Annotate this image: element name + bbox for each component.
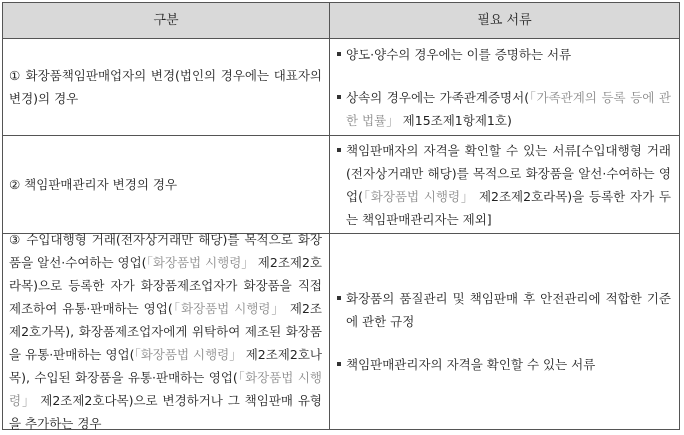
law-reference: 「화장품법 시행령」 bbox=[134, 347, 242, 362]
category-text: ③ 수입대행형 거래(전자상거래만 해당)를 목적으로 화장품을 알선·수여하는 영업(「화장품법 시행령」 제2조제2호라목)으로 등록한 자가 화장품제조업자가 화장품을 직접 제조하여 유통·판매하는 영업(「화장품법 시행령」 제2조제2호가목), 화장품제조업자에게 위탁하여 제조된 화장품을 유통·판매하는 영업(「화장품법 시행령」 제2조제2호나목), 수입된 화장품을 유통·판매하는 영업(「화장품법 시행령」 제2조제2호다목)으로 변경하거나 그 책임판매 유형을 추가하는 경우 bbox=[9, 232, 323, 431]
document-item: 책임판매자의 자격을 확인할 수 있는 서류[수입대행형 거래(전자상거래만 해당)를 목적으로 화장품을 알선·수여하는 영업(「화장품법 시행령」 제2조제2호라목)을 등록한 자가 두는 책임판매관리자는 제외] bbox=[336, 139, 671, 231]
law-reference: 「화장품법 시행령」 bbox=[9, 370, 322, 408]
category-text: ① 화장품책임판매업자의 변경(법인의 경우에는 대표자의 변경)의 경우 bbox=[9, 68, 322, 106]
law-reference: 「가족관계의 등록 등에 관한 법률」 bbox=[346, 89, 672, 128]
header-category: 구분 bbox=[153, 13, 179, 28]
document-item: 양도·양수의 경우에는 이를 증명하는 서류 bbox=[336, 43, 671, 66]
table-row bbox=[3, 39, 679, 136]
law-reference: 「화장품법 시행령」 bbox=[146, 255, 254, 270]
table-row bbox=[3, 136, 679, 234]
document-item: 화장품의 품질관리 및 책임판매 후 안전관리에 적합한 기준에 관한 규정 bbox=[336, 287, 671, 333]
document-item: 책임판매관리자의 자격을 확인할 수 있는 서류 bbox=[336, 353, 671, 376]
row-documents bbox=[330, 234, 679, 429]
law-reference: 「화장품법 시행령」 bbox=[362, 188, 475, 204]
table-header bbox=[3, 3, 679, 39]
table-row bbox=[3, 234, 679, 429]
row-category bbox=[3, 39, 329, 135]
row-documents bbox=[330, 136, 679, 233]
law-reference: 「화장품법 시행령」 bbox=[172, 301, 285, 316]
row-documents bbox=[330, 39, 679, 135]
row-category bbox=[3, 136, 329, 233]
required-documents-table bbox=[2, 2, 680, 430]
row-category bbox=[3, 234, 329, 429]
document-item: 상속의 경우에는 가족관계증명서(「가족관계의 등록 등에 관한 법률」 제15조제1항제1호) bbox=[336, 86, 671, 132]
category-text: ② 책임판매관리자 변경의 경우 bbox=[9, 177, 178, 192]
header-required-documents: 필요 서류 bbox=[477, 13, 532, 28]
